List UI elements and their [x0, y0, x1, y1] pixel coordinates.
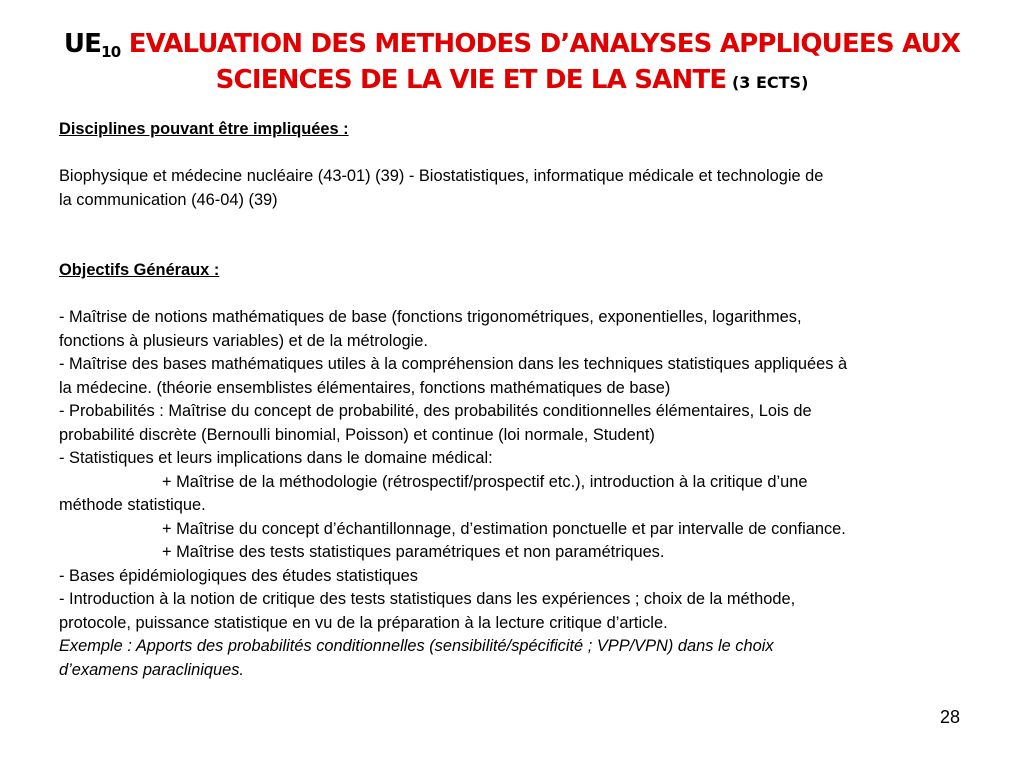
- objectif-subitem: + Maîtrise des tests statistiques paramétriques et non paramétriques.: [162, 543, 665, 561]
- objectifs-heading: Objectifs Généraux :: [59, 261, 220, 279]
- objectif-line: méthode statistique.: [59, 496, 206, 514]
- objectif-line: - Maîtrise de notions mathématiques de base (fonctions trigonométriques, exponentielles, logarithmes,: [59, 308, 802, 326]
- objectif-subitem: + Maîtrise du concept d’échantillonnage, d’estimation ponctuelle et par intervalle de confiance.: [162, 519, 846, 538]
- title-line-1: [40, 26, 984, 62]
- course-code-number: 10: [101, 43, 121, 61]
- slide-body: [59, 118, 1019, 682]
- course-code: [64, 29, 121, 59]
- objectif-line: - Statistiques et leurs implications dans le domaine médical:: [59, 449, 493, 467]
- objectif-line: probabilité discrète (Bernoulli binomial, Poisson) et continue (loi normale, Student): [59, 425, 655, 444]
- ects-credits: (3 ECTS): [726, 73, 809, 92]
- title-line-2: [40, 62, 984, 101]
- objectif-line: - Introduction à la notion de critique des tests statistiques dans les expériences ; choix de la méthode,: [59, 590, 796, 608]
- objectif-subitem: + Maîtrise de la méthodologie (rétrospectif/prospectif etc.), introduction à la critique d’une: [162, 472, 808, 491]
- slide-title: [40, 26, 984, 101]
- course-code-prefix: UE: [63, 29, 102, 59]
- page-number: 28: [940, 707, 961, 727]
- objectif-line: - Bases épidémiologiques des études statistiques: [59, 566, 418, 585]
- disciplines-line-2: la communication (46-04) (39): [59, 190, 278, 209]
- objectif-line: fonctions à plusieurs variables) et de la métrologie.: [59, 331, 428, 350]
- objectif-line: protocole, puissance statistique en vu de la préparation à la lecture critique d’article.: [59, 613, 668, 632]
- example-line-1: Exemple : Apports des probabilités conditionnelles (sensibilité/spécificité ; VPP/VPN) dans le choix: [59, 637, 774, 655]
- objectif-line: - Maîtrise des bases mathématiques utiles à la compréhension dans les techniques statistiques appliquées à: [59, 355, 848, 373]
- title-text-line-1: EVALUATION DES METHODES D’ANALYSES APPLIQUEES AUX: [120, 29, 961, 59]
- objectif-line: la médecine. (théorie ensemblistes élémentaires, fonctions mathématiques de base): [59, 378, 671, 397]
- disciplines-heading: Disciplines pouvant être impliquées :: [59, 120, 349, 138]
- title-text-line-2: SCIENCES DE LA VIE ET DE LA SANTE: [215, 65, 727, 95]
- objectif-line: - Probabilités : Maîtrise du concept de probabilité, des probabilités conditionnelles élémentaires, Lois de: [59, 402, 812, 420]
- disciplines-line-1: Biophysique et médecine nucléaire (43-01) (39) - Biostatistiques, informatique médicale et technologie de: [59, 167, 824, 185]
- example-line-2: d’examens paracliniques.: [59, 660, 244, 679]
